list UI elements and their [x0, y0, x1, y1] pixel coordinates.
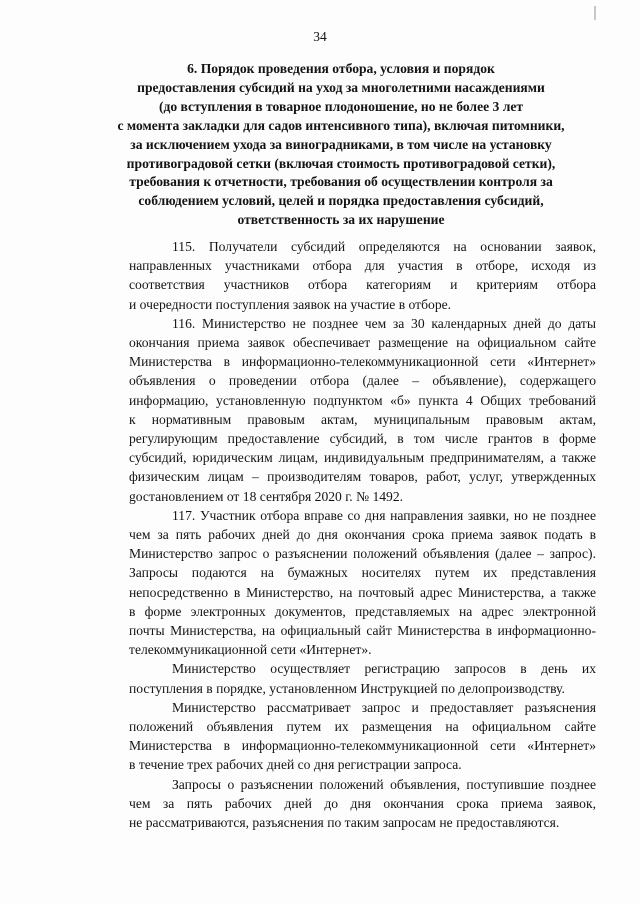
- text-line: субсидий, юридическим лицам, индивидуальным предпринимателям, а также: [129, 450, 596, 466]
- text-line: не рассматриваются, разъяснения по таким запросам не предоставляются.: [129, 815, 560, 831]
- text-line: положений объявления путем их размещения на официальном сайте: [129, 719, 596, 735]
- text-line: 115. Получатели субсидий определяются на основании заявок,: [172, 239, 596, 254]
- text-line: соответствия участников отбора категориям и критериям отбора: [129, 277, 596, 293]
- section-title-line: требования к отчетности, требования об осуществлении контроля за: [129, 174, 553, 190]
- paragraph-registration: [86, 659, 596, 697]
- section-title-line: (до вступления в товарное плодоношение, но не более 3 лет: [158, 98, 524, 114]
- paragraph-clarification: [86, 698, 596, 775]
- text-line: непосредственно в Министерство, на почтовый адрес Министерства, а также: [129, 584, 596, 600]
- text-line: к нормативным правовым актам, муниципальным правовым актам,: [129, 411, 596, 427]
- section-title: [86, 60, 596, 230]
- text-line: окончания приема заявок обеспечивает размещение на официальном сайте: [129, 335, 596, 351]
- paragraph-117: [86, 506, 596, 660]
- text-line: 116. Министерство не позднее чем за 30 календарных дней до даты: [172, 315, 596, 331]
- section-title-line: ответственность за их нарушение: [237, 212, 445, 228]
- text-line: Запросы о разъяснении положений объявления, поступившие позднее: [172, 776, 596, 792]
- text-line: Министерства в информационно-телекоммуникационной сети «Интернет»: [129, 354, 596, 370]
- page-number: 34: [313, 29, 327, 44]
- text-line: Министерство запрос о разъяснении положений объявления (далее – запрос).: [129, 546, 596, 562]
- paragraph-late-requests: [86, 775, 596, 833]
- text-line: и очередности поступления заявок на участие в отборе.: [129, 296, 452, 312]
- text-line: информацию, установленную подпунктом «б» пункта 4 Общих требований: [129, 392, 596, 408]
- text-line: регулирующим предоставление субсидий, в том числе грантов в форме: [129, 431, 596, 447]
- paragraph-115: [86, 237, 596, 314]
- text-line: 117. Участник отбора вправе со дня направления заявки, но не позднее: [172, 507, 596, 523]
- text-line: в течение трех рабочих дней со дня регистрации запроса.: [129, 757, 462, 773]
- scan-mark: [594, 6, 596, 20]
- text-line: gостановлением от 18 сентября 2020 г. № 1492.: [129, 488, 404, 504]
- text-line: Министерства в информационно-телекоммуникационной сети «Интернет»: [129, 738, 596, 754]
- text-line: Министерство рассматривает запрос и предоставляет разъяснения: [172, 699, 596, 715]
- section-title-line: соблюдением условий, целей и порядка предоставления субсидий,: [138, 193, 544, 209]
- document-body: [86, 237, 596, 832]
- text-line: Запросы подаются на бумажных носителях путем их представления: [129, 565, 596, 581]
- text-line: поступления в порядке, установленном Инструкцией по делопроизводству.: [129, 680, 565, 696]
- section-title-line: с момента закладки для садов интенсивного типа), включая питомники,: [117, 117, 565, 133]
- text-line: чем за пять рабочих дней до дня окончания срока приема заявок подать в: [129, 527, 596, 543]
- text-line: физическим лицам – производителям товаров, работ, услуг, утвержденных: [129, 469, 596, 485]
- text-line: в форме электронных документов, представляемых на адрес электронной: [129, 603, 596, 619]
- text-line: Министерство осуществляет регистрацию запросов в день их: [172, 661, 596, 677]
- text-line: направленных участниками отбора для участия в отборе, исходя из: [129, 258, 596, 274]
- paragraph-116: [86, 314, 596, 506]
- section-title-line: 6. Порядок проведения отбора, условия и порядок: [187, 61, 495, 76]
- text-line: телекоммуникационной сети «Интернет».: [129, 642, 372, 658]
- text-line: объявления о проведении отбора (далее – объявление), содержащего: [129, 373, 596, 389]
- text-line: почты Министерства, на официальный сайт Министерства в информационно-: [129, 623, 596, 639]
- text-line: чем за пять рабочих дней до дня окончания срока приема заявок,: [129, 795, 596, 811]
- section-title-line: за исключением ухода за виноградниками, в том числе на установку: [130, 136, 552, 152]
- section-title-line: предоставления субсидий на уход за многолетними насаждениями: [137, 79, 545, 95]
- section-title-line: противоградовой сетки (включая стоимость противоградовой сетки),: [126, 155, 556, 171]
